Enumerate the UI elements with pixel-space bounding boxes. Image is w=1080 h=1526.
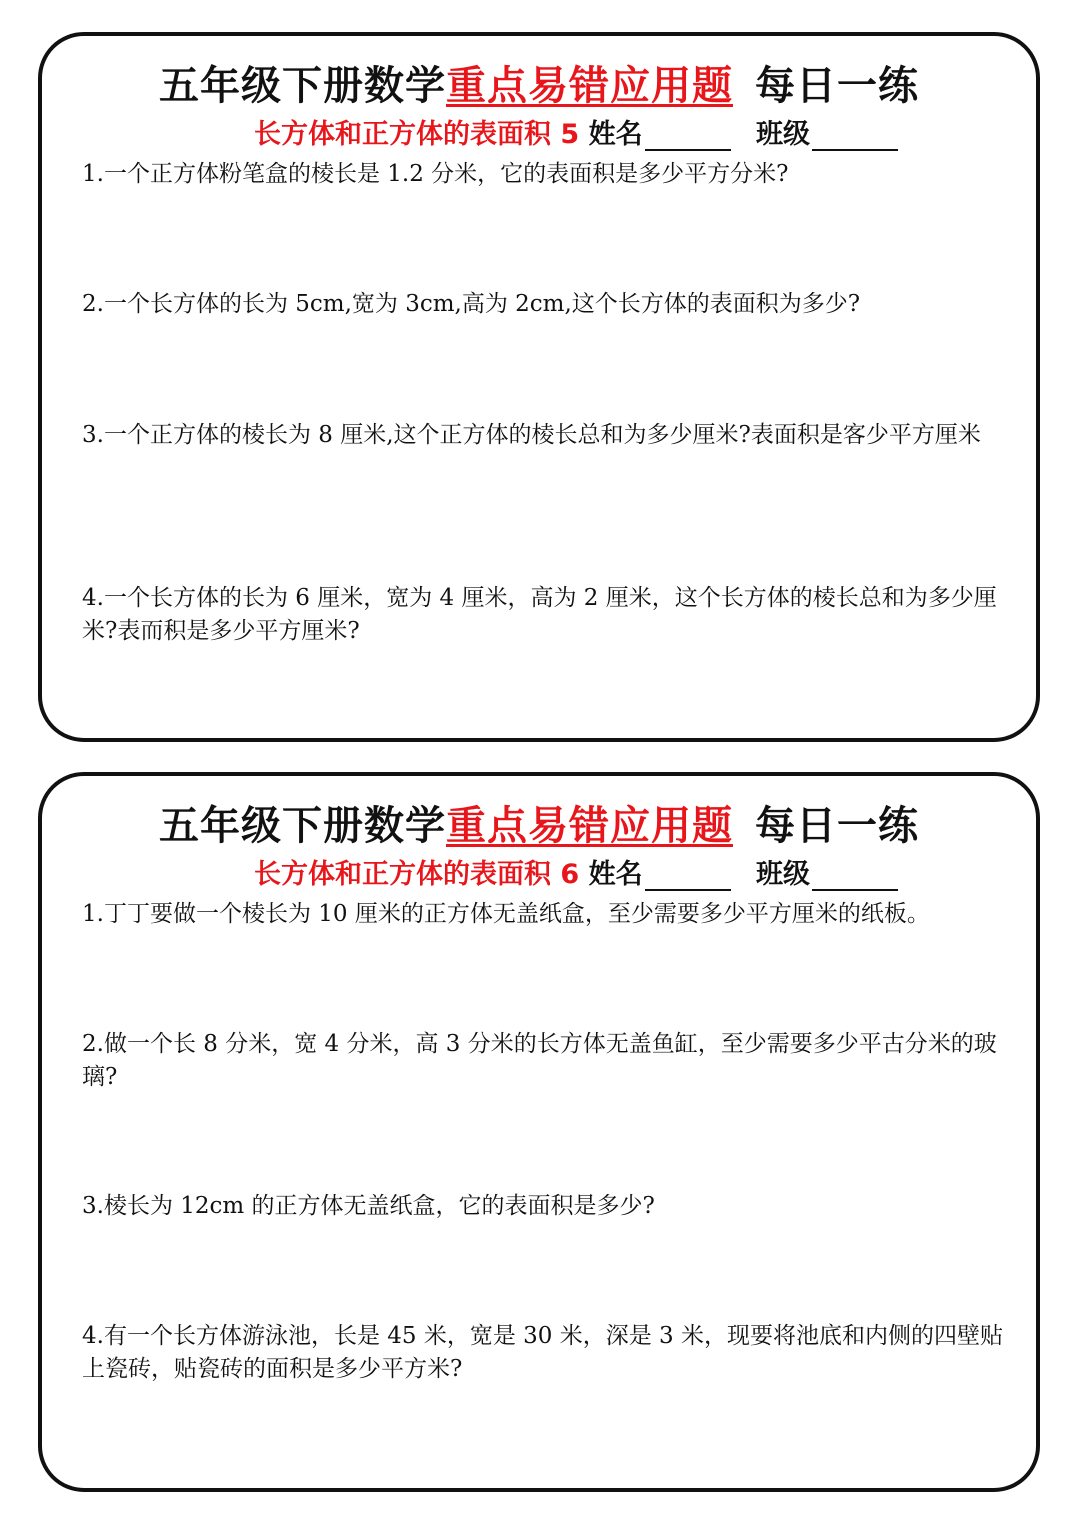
worksheet-subtitle [254,112,898,151]
title-highlight: 重点易错应用题 [446,803,733,849]
topic-label: 长方体和正方体的表面积 5 [254,119,580,150]
worksheet-subtitle [254,852,898,891]
name-blank[interactable] [645,123,731,151]
question-2: 2.做一个长 8 分米，宽 4 分米，高 3 分米的长方体无盖鱼缸，至少需要多少平古分米的玻璃? [82,1031,997,1090]
question-3: 3.一个正方体的棱长为 8 厘米,这个正方体的棱长总和为多少厘米?表面积是客少平方厘米 [82,422,981,448]
question-4: 4.有一个长方体游泳池，长是 45 米，宽是 30 米，深是 3 米，现要将池底和内侧的四壁贴上瓷砖，贴瓷砖的面积是多少平方米? [82,1323,1003,1382]
worksheet-card-1 [38,32,1040,742]
title-suffix: 每日一练 [755,803,919,849]
question-3: 3.棱长为 12cm 的正方体无盖纸盒，它的表面积是多少? [82,1193,655,1219]
title-prefix: 五年级下册数学 [159,803,446,849]
title-suffix: 每日一练 [755,63,919,109]
title-highlight: 重点易错应用题 [446,63,733,109]
title-prefix: 五年级下册数学 [159,63,446,109]
name-label: 姓名 [588,859,643,890]
question-2: 2.一个长方体的长为 5cm,宽为 3cm,高为 2cm,这个长方体的表面积为多少? [82,291,861,317]
question-4: 4.一个长方体的长为 6 厘米，宽为 4 厘米，高为 2 厘米，这个长方体的棱长总和为多少厘米?表而积是多少平方厘米? [82,585,997,644]
class-blank[interactable] [812,863,898,891]
worksheet-title [42,54,1036,111]
name-blank[interactable] [645,863,731,891]
class-label: 班级 [756,119,810,150]
question-1: 1.一个正方体粉笔盒的棱长是 1.2 分米，它的表面积是多少平方分米? [82,161,789,187]
topic-label: 长方体和正方体的表面积 6 [254,859,580,890]
class-label: 班级 [756,859,810,890]
class-blank[interactable] [812,123,898,151]
worksheet-card-2 [38,772,1040,1492]
worksheet-title [42,794,1036,851]
name-label: 姓名 [588,119,643,150]
question-1: 1.丁丁要做一个棱长为 10 厘米的正方体无盖纸盒，至少需要多少平方厘米的纸板。 [82,901,930,927]
